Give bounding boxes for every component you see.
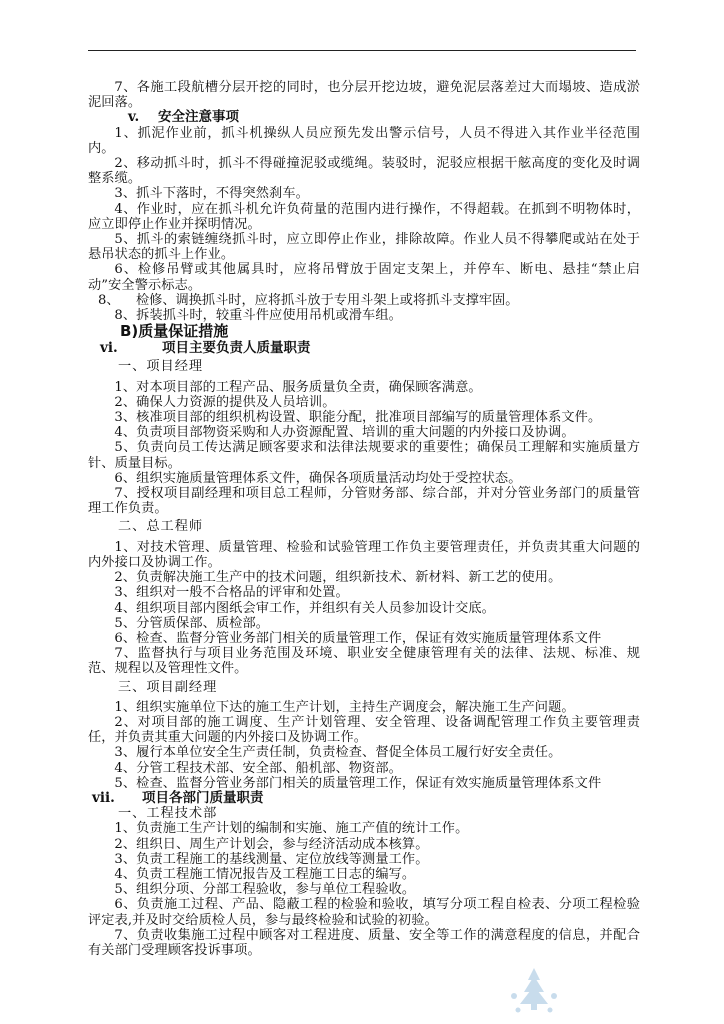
subheading-project-manager: 一、项目经理 — [118, 359, 204, 375]
list-item: 5、组织分项、分部工程验收，参与单位工程验收。 — [114, 882, 416, 898]
list-item: 5、负责向员工传达满足顾客要求和法律法规要求的重要性；确保员工理解和实施质量方针、质量目标。 — [88, 440, 640, 471]
list-item: 4、分管工程技术部、安全部、船机部、物资部。 — [114, 760, 402, 776]
list-item: 1、负责施工生产计划的编制和实施、施工产值的统计工作。 — [114, 821, 469, 837]
heading-title: 安全注意事项 — [158, 109, 239, 126]
section-heading-quality: B)质量保证措施 — [120, 322, 229, 341]
list-item-text: 检修、调换抓斗时，应将抓斗放于专用斗架上或将抓斗支撑牢固。 — [136, 292, 519, 308]
heading-number: vi. — [100, 340, 118, 357]
heading-number: v. — [128, 109, 140, 126]
header-rule — [88, 50, 636, 51]
subheading-deputy-manager: 三、项目副经理 — [118, 679, 218, 695]
heading-title: 项目主要负责人质量职责 — [162, 340, 311, 357]
list-item: 1、对本项目部的工程产品、服务质量负全责，确保顾客满意。 — [114, 379, 482, 395]
list-item: 3、负责工程施工的基线测量、定位放线等测量工作。 — [114, 851, 429, 867]
list-item: 3、抓斗下落时，不得突然刹车。 — [114, 186, 309, 202]
list-item: 6、检修吊臂或其他属具时，应将吊臂放于固定支架上，并停车、断电、悬挂“禁止启动”安全警示标志。 — [88, 262, 640, 293]
paragraph: 7、各施工段航槽分层开挖的同时，也分层开挖边坡，避免泥层落差过大而塌坡、造成淤泥回落。 — [88, 80, 640, 111]
list-item: 6、负责施工过程、产品、隐蔽工程的检验和验收，填写分项工程自检表、分项工程检验评定表,并及时交给质检人员，参与最终检验和试验的初验。 — [88, 897, 640, 928]
list-item: 4、负责工程施工情况报告及工程施工日志的编写。 — [114, 866, 416, 882]
list-item: 4、作业时，应在抓斗机允许负荷量的范围内进行操作，不得超载。在抓到不明物体时，应立即停止作业并探明情况。 — [88, 201, 640, 232]
watermark-logo-icon — [504, 966, 564, 1016]
list-item-number: 8、 — [98, 292, 120, 308]
list-item: 8、拆装抓斗时，较重斗件应使用吊机或滑车组。 — [114, 308, 402, 324]
list-item: 5、检查、监督分管业务部门相关的质量管理工作，保证有效实施质量管理体系文件 — [114, 775, 602, 791]
list-item: 7、监督执行与项目业务范围及环境、职业安全健康管理有关的法律、法规、标准、规范、规程以及管理性文件。 — [88, 646, 640, 677]
list-item: 2、对项目部的施工调度、生产计划管理、安全管理、设备调配管理工作负主要管理责任，并负责其重大问题的内外接口及协调工作。 — [88, 714, 640, 746]
list-item: 1、组织实施单位下达的施工生产计划，主持生产调度会，解决施工生产问题。 — [114, 699, 575, 715]
list-item: 7、负责收集施工过程中顾客对工程进度、质量、安全等工作的满意程度的信息，并配合有关部门受理顾客投诉事项。 — [88, 927, 640, 958]
subheading-chief-engineer: 二、总工程师 — [118, 519, 204, 535]
list-item: 4、组织项目部内图纸会审工作，并组织有关人员参加设计交底。 — [114, 600, 495, 616]
list-item: 2、负责解决施工生产中的技术问题，组织新技术、新材料、新工艺的使用。 — [114, 570, 562, 586]
list-item — [88, 293, 640, 308]
document-body — [88, 80, 640, 958]
list-item: 2、组织日、周生产计划会，参与经济活动成本核算。 — [114, 836, 429, 852]
list-item: 2、移动抓斗时，抓斗不得碰撞泥驳或缆绳。装驳时，泥驳应根据干舷高度的变化及时调整系缆。 — [88, 156, 640, 187]
list-item: 1、抓泥作业前，抓斗机操纵人员应预先发出警示信号，人员不得进入其作业半径范围内。 — [88, 125, 640, 156]
list-item: 1、对技术管理、质量管理、检验和试验管理工作负主要管理责任，并负责其重大问题的内外接口及协调工作。 — [88, 539, 640, 570]
section-heading-safety — [88, 110, 640, 125]
subsection-heading-vi — [88, 341, 640, 356]
list-item: 7、授权项目副经理和项目总工程师，分管财务部、综合部，并对分管业务部门的质量管理工作负责。 — [88, 486, 640, 517]
subsection-heading-vii — [88, 791, 640, 806]
list-item: 4、负责项目部物资采购和人办资源配置、培训的重大问题的内外接口及协调。 — [114, 425, 575, 441]
list-item: 5、分管质保部、质检部。 — [114, 615, 270, 631]
list-item: 6、组织实施质量管理体系文件，确保各项质量活动均处于受控状态。 — [114, 470, 522, 486]
list-item: 3、组织对一般不合格品的评审和处置。 — [114, 585, 349, 601]
list-item: 5、抓斗的索链缠绕抓斗时，应立即停止作业，排除故障。作业人员不得攀爬或站在处于悬吊状态的抓斗上作业。 — [88, 232, 640, 263]
heading-title: 项目各部门质量职责 — [142, 789, 264, 806]
list-item: 6、检查、监督分管业务部门相关的质量管理工作，保证有效实施质量管理体系文件 — [114, 630, 602, 646]
list-item: 2、确保人力资源的提供及人员培训。 — [114, 394, 336, 410]
list-item: 3、履行本单位安全生产责任制，负责检查、督促全体员工履行好安全责任。 — [114, 745, 562, 761]
list-item: 3、核准项目部的组织机构设置、职能分配，批准项目部编写的质量管理体系文件。 — [114, 410, 602, 426]
heading-number: vii. — [92, 789, 115, 806]
subheading-engineering-dept: 一、工程技术部 — [118, 806, 218, 822]
